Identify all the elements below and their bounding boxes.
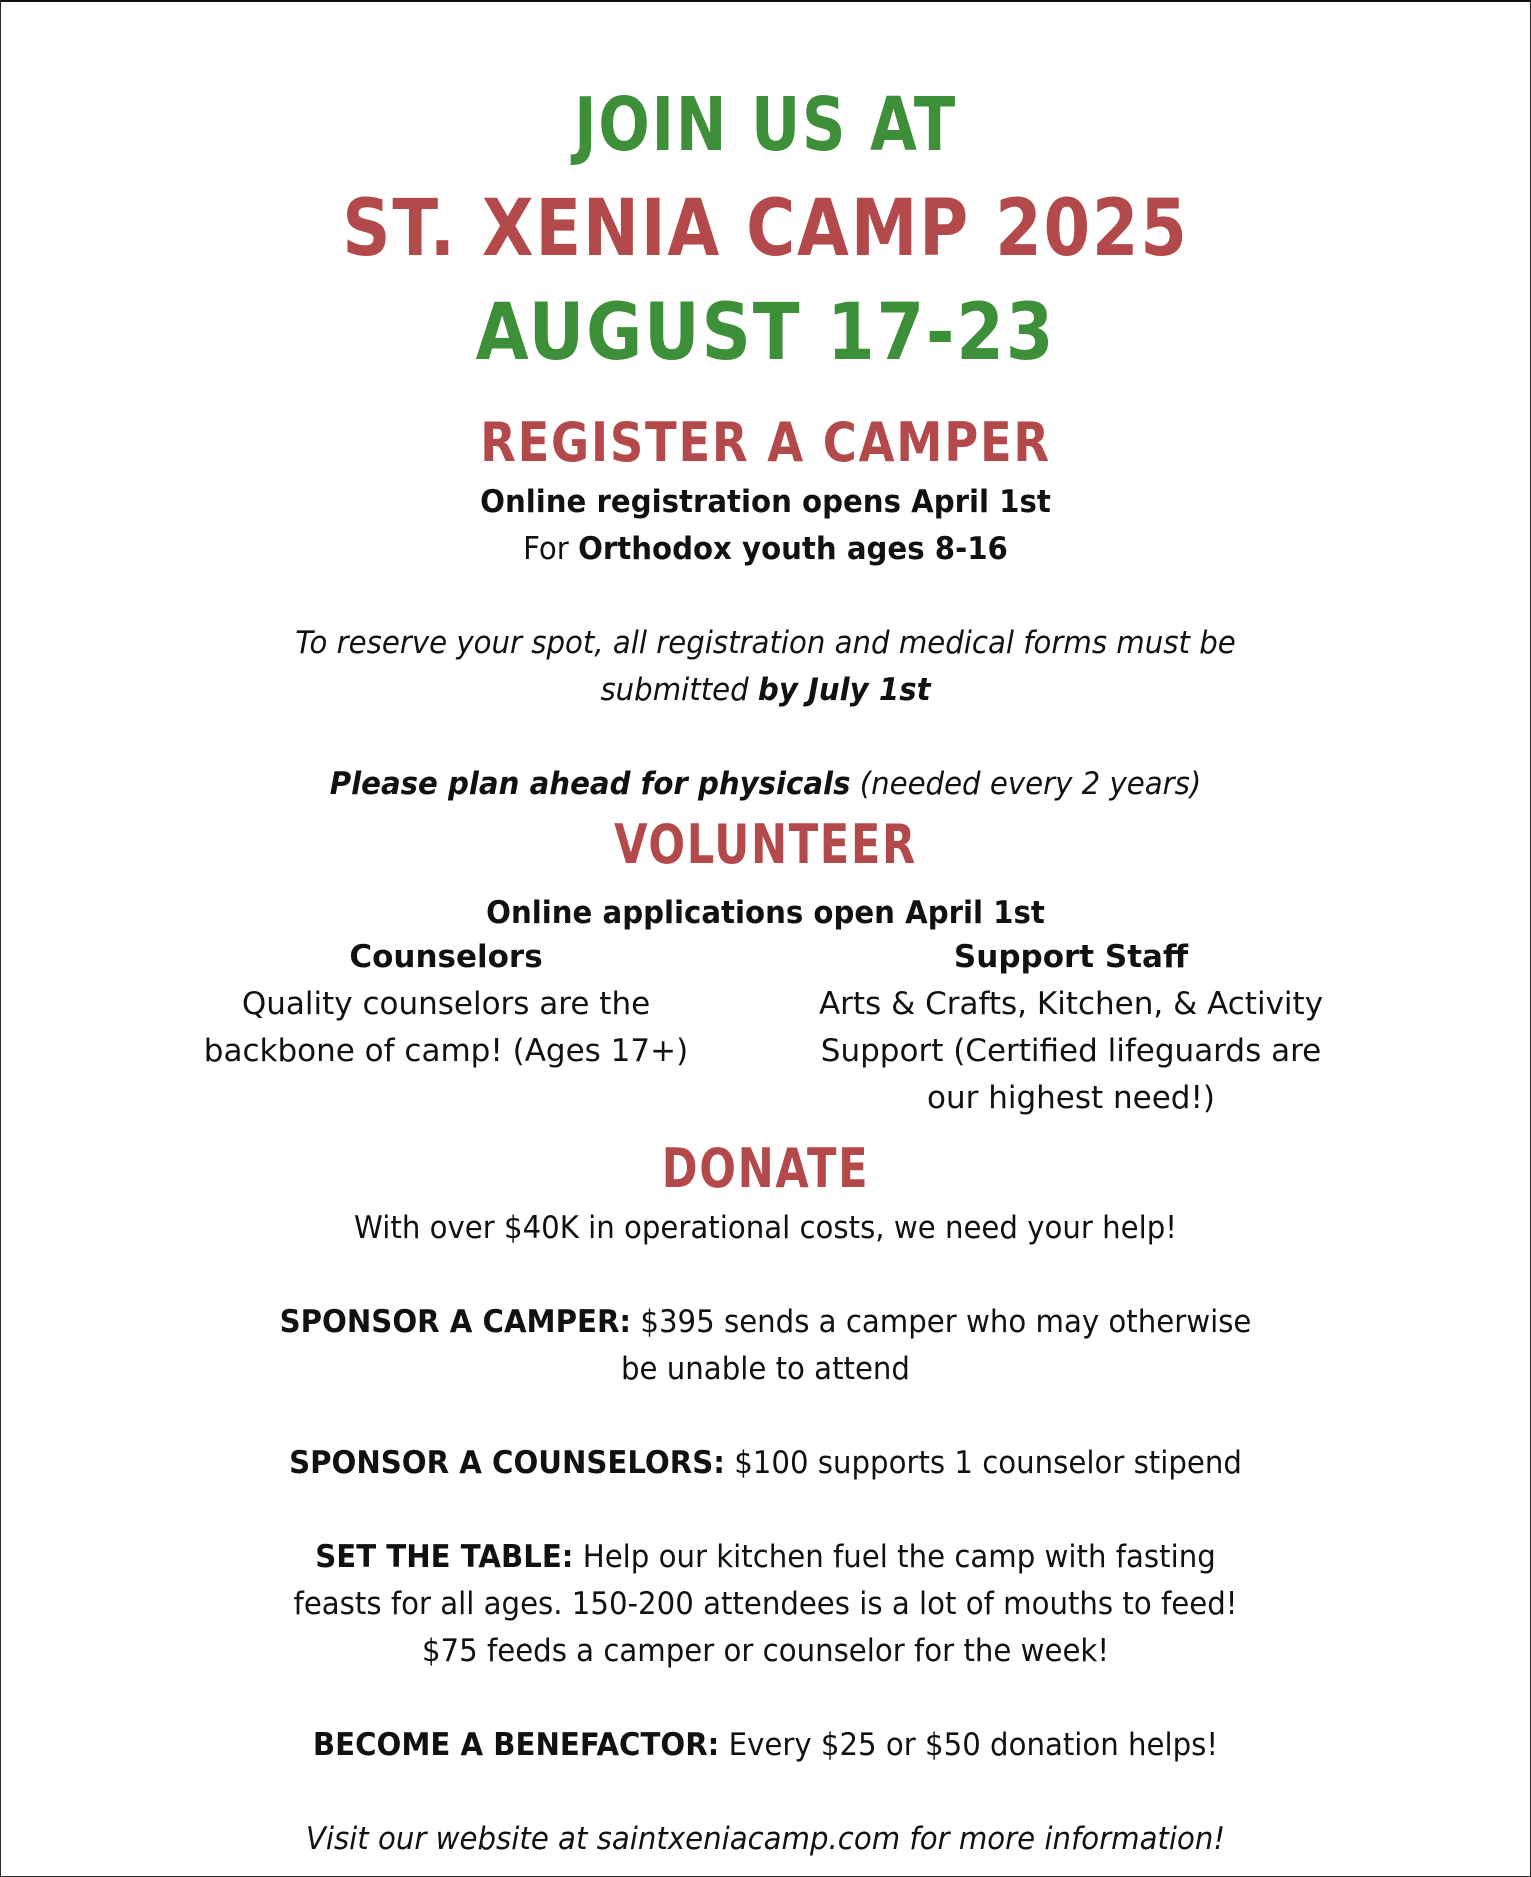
sponsor-camper-line-2: be unable to attend	[621, 1351, 910, 1387]
benefactor-label: BECOME A BENEFACTOR:	[312, 1727, 720, 1763]
reserve-line-1: To reserve your spot, all registration and medical forms must be	[295, 625, 1236, 661]
physicals-note	[46, 761, 1486, 808]
eligibility-ages: Orthodox youth ages 8-16	[578, 531, 1008, 567]
donate-heading: DONATE	[661, 1137, 870, 1200]
sponsor-camper-line-1	[46, 1299, 1486, 1346]
support-staff-title: Support Staff	[953, 939, 1189, 975]
support-line-3: our highest need!)	[926, 1080, 1216, 1116]
set-table-line-1	[46, 1534, 1486, 1581]
volunteer-heading: VOLUNTEER	[614, 813, 917, 876]
benefactor-line	[46, 1722, 1486, 1769]
website-line: Visit our website at saintxeniacamp.com for more information!	[305, 1821, 1226, 1857]
volunteer-opens: Online applications open April 1st	[486, 895, 1045, 931]
sponsor-camper-text: $395 sends a camper who may otherwise	[640, 1304, 1252, 1340]
sponsor-counselors-label: SPONSOR A COUNSELORS:	[289, 1445, 725, 1481]
support-line-1: Arts & Crafts, Kitchen, & Activity	[818, 986, 1324, 1022]
counselors-line-1: Quality counselors are the	[241, 986, 651, 1022]
counselors-column	[171, 934, 721, 1075]
sponsor-counselors-line	[46, 1440, 1486, 1487]
set-table-label: SET THE TABLE:	[315, 1539, 574, 1575]
support-staff-column	[781, 934, 1361, 1122]
header-camp-title: ST. XENIA CAMP 2025	[342, 184, 1189, 274]
counselors-line-2: backbone of camp! (Ages 17+)	[203, 1033, 689, 1069]
set-table-line-3: $75 feeds a camper or counselor for the week!	[421, 1633, 1110, 1669]
reserve-line-2	[46, 667, 1486, 714]
register-heading: REGISTER A CAMPER	[480, 411, 1051, 474]
physicals-bold: Please plan ahead for physicals	[329, 766, 851, 802]
sponsor-camper-label: SPONSOR A CAMPER:	[279, 1304, 632, 1340]
registration-eligibility	[46, 526, 1486, 573]
reserve-submitted: submitted	[600, 672, 749, 708]
donate-intro: With over $40K in operational costs, we need your help!	[354, 1210, 1177, 1246]
counselors-title: Counselors	[349, 939, 543, 975]
physicals-rest: (needed every 2 years)	[859, 766, 1202, 802]
set-table-text: Help our kitchen fuel the camp with fasting	[582, 1539, 1216, 1575]
registration-opens: Online registration opens April 1st	[480, 484, 1051, 520]
eligibility-prefix: For	[523, 531, 569, 567]
support-line-2: Support (Certified lifeguards are	[820, 1033, 1322, 1069]
sponsor-counselors-text: $100 supports 1 counselor stipend	[734, 1445, 1242, 1481]
header-dates: AUGUST 17-23	[475, 288, 1056, 378]
header-join-us: JOIN US AT	[574, 82, 957, 168]
benefactor-text: Every $25 or $50 donation helps!	[728, 1727, 1219, 1763]
reserve-deadline: by July 1st	[757, 672, 931, 708]
set-table-line-2: feasts for all ages. 150-200 attendees is a lot of mouths to feed!	[293, 1586, 1238, 1622]
